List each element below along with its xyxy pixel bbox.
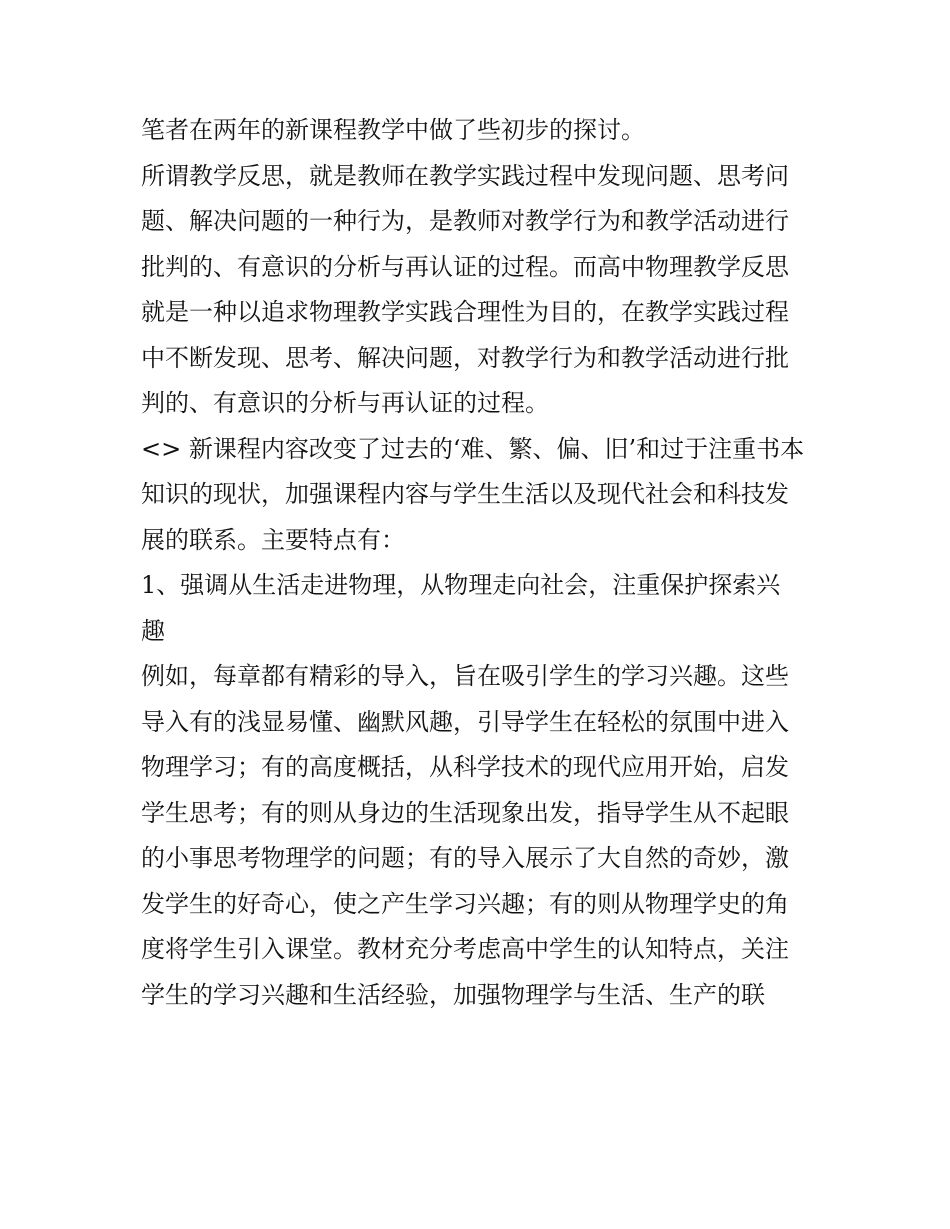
text-line-20: 学生的学习兴趣和生活经验，加强物理学与生活、生产的联	[141, 980, 765, 1009]
text-line-12: 趣	[141, 616, 165, 645]
text-line-10: 展的联系。主要特点有：	[141, 525, 405, 554]
text-line-16: 学生思考；有的则从身边的生活现象出发，指导学生从不起眼	[141, 798, 789, 827]
text-line-3: 题、解决问题的一种行为，是教师对教学行为和教学活动进行	[141, 207, 789, 235]
body-text	[141, 108, 821, 1018]
text-line-15: 物理学习；有的高度概括，从科学技术的现代应用开始，启发	[141, 753, 789, 781]
text-line-17: 的小事思考物理学的问题；有的导入展示了大自然的奇妙，激	[141, 844, 789, 872]
text-line-8: <> 新课程内容改变了过去的‘难、繁、偏、旧’和过于注重书本	[141, 434, 805, 463]
text-line-1: 笔者在两年的新课程教学中做了些初步的探讨。	[141, 116, 645, 144]
text-line-6: 中不断发现、思考、解决问题，对教学行为和教学活动进行批	[141, 343, 789, 372]
text-line-18: 发学生的好奇心，使之产生学习兴趣；有的则从物理学史的角	[141, 889, 789, 918]
text-line-13: 例如，每章都有精彩的导入，旨在吸引学生的学习兴趣。这些	[141, 662, 789, 690]
text-line-5: 就是一种以追求物理教学实践合理性为目的，在教学实践过程	[141, 298, 789, 326]
text-line-19: 度将学生引入课堂。教材充分考虑高中学生的认知特点，关注	[141, 935, 789, 963]
text-line-14: 导入有的浅显易懂、幽默风趣，引导学生在轻松的氛围中进入	[141, 707, 789, 736]
text-line-7: 判的、有意识的分析与再认证的过程。	[141, 389, 549, 417]
text-line-11: 1、强调从生活走进物理，从物理走向社会，注重保护探索兴	[141, 571, 781, 599]
text-line-4: 批判的、有意识的分析与再认证的过程。而高中物理教学反思	[141, 252, 789, 281]
text-line-9: 知识的现状，加强课程内容与学生生活以及现代社会和科技发	[141, 480, 789, 508]
text-line-2: 所谓教学反思，就是教师在教学实践过程中发现问题、思考问	[141, 161, 789, 190]
